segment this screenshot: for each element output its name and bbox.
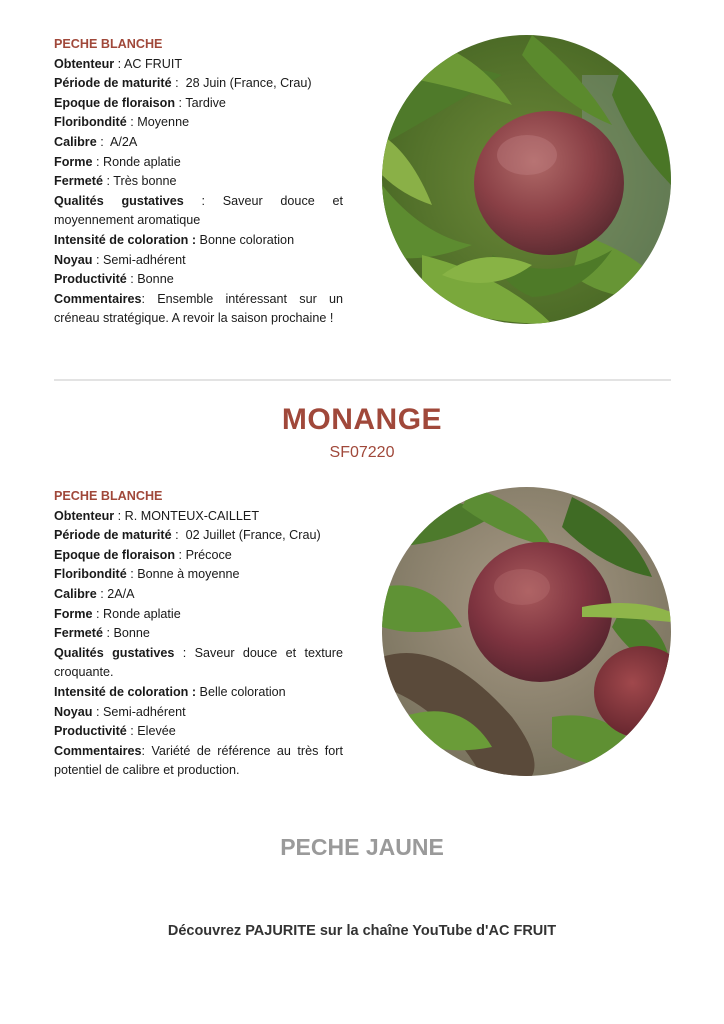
field-qualités-gustatives [54,644,343,683]
field-forme [54,153,343,173]
field-obtenteur [54,507,343,527]
field-noyau [54,251,343,271]
field-separator: : [114,56,124,71]
field-value: Moyenne [137,115,190,130]
field-value: Bonne [113,626,150,641]
field-commentaires [54,290,343,329]
field-label: Noyau [54,252,93,267]
field-label: Obtenteur [54,508,115,523]
field-label: Calibre [54,586,97,601]
field-separator: : [92,606,103,621]
field-value: Variété de référence au très fort potentiel de calibre et production. [54,743,343,778]
field-commentaires [54,742,343,781]
field-label: Période de maturité [54,528,172,543]
field-separator: : [103,174,114,189]
field-label: Intensité de coloration : [54,232,197,247]
field-epoque-de-floraison [54,546,343,566]
field-label: Intensité de coloration : [54,684,197,699]
field-label: Fermeté [54,626,103,641]
variety1-peach-photo [382,35,671,324]
variety1-fields [54,55,343,329]
field-separator: : [92,252,103,267]
field-separator: : [103,626,114,641]
field-separator: : [171,76,186,91]
field-label: Calibre [54,134,97,149]
field-separator: : [174,645,195,660]
field-floribondité [54,565,343,585]
field-label: Obtenteur [54,56,115,71]
field-calibre [54,133,343,153]
field-value: Précoce [185,547,232,562]
field-noyau [54,703,343,723]
field-value: R. MONTEUX-CAILLET [124,508,260,523]
field-label: Noyau [54,704,93,719]
field-value: 28 Juin (France, Crau) [185,76,312,91]
field-forme [54,605,343,625]
field-separator: : [126,724,138,739]
section-divider [54,379,671,381]
field-intensité-de-coloration [54,683,343,703]
peach-photo-illustration-2 [382,487,671,776]
field-label: Floribondité [54,567,127,582]
field-calibre [54,585,343,605]
field-separator: : [126,567,138,582]
variety2-name: MONANGE [281,403,443,436]
field-separator: : [141,291,158,306]
field-value: AC FRUIT [123,56,183,71]
field-période-de-maturité [54,526,343,546]
field-value: Belle coloration [199,684,286,699]
field-separator: : [96,134,111,149]
field-value: 02 Juillet (France, Crau) [185,528,321,543]
field-separator: : [183,193,223,208]
field-value: Tardive [185,95,226,110]
field-label: Epoque de floraison [54,547,176,562]
variety2-info [54,487,343,781]
field-floribondité [54,113,343,133]
field-separator: : [92,154,103,169]
field-value: Ronde aplatie [103,154,181,169]
variety1-category: PECHE BLANCHE [54,37,163,51]
field-label: Commentaires [54,743,142,758]
field-separator: : [92,704,103,719]
field-productivité [54,270,343,290]
variety2-category: PECHE BLANCHE [54,489,163,503]
youtube-footer-text: Découvrez PAJURITE sur la chaîne YouTube d'AC FRUIT [167,923,557,939]
field-value: Ensemble intéressant sur un créneau stratégique. A revoir la saison prochaine ! [54,291,344,326]
field-fermeté [54,624,343,644]
field-separator: : [175,547,186,562]
field-separator: : [126,115,138,130]
field-label: Forme [54,154,93,169]
section3-title: PECHE JAUNE [280,834,444,860]
field-label: Forme [54,606,93,621]
field-label: Epoque de floraison [54,95,176,110]
variety2-fields [54,507,343,781]
field-epoque-de-floraison [54,94,343,114]
field-label: Commentaires [54,291,142,306]
field-label: Floribondité [54,115,127,130]
field-productivité [54,722,343,742]
field-separator: : [126,272,138,287]
peach-photo-illustration-1 [382,35,671,324]
variety1-info [54,35,343,329]
field-value: Très bonne [113,174,177,189]
field-value: 2A/A [107,586,135,601]
field-value: Saveur douce et moyennement aromatique [54,193,344,228]
field-qualités-gustatives [54,192,343,231]
field-label: Période de maturité [54,76,172,91]
field-obtenteur [54,55,343,75]
field-separator: : [175,95,186,110]
field-separator: : [96,586,108,601]
field-fermeté [54,172,343,192]
field-value: Saveur douce et texture croquante. [54,645,344,680]
field-value: Bonne coloration [199,232,295,247]
field-value: Ronde aplatie [103,606,181,621]
field-separator: : [114,508,125,523]
field-label: Qualités gustatives [54,193,184,208]
field-value: A/2A [110,134,138,149]
field-value: Elevée [137,724,176,739]
variety2-peach-photo [382,487,671,776]
field-période-de-maturité [54,74,343,94]
field-label: Productivité [54,272,127,287]
field-value: Semi-adhérent [103,252,186,267]
field-label: Productivité [54,724,127,739]
field-label: Qualités gustatives [54,645,175,660]
field-separator: : [141,743,152,758]
field-value: Semi-adhérent [103,704,186,719]
variety2-code: SF07220 [329,444,395,461]
field-value: Bonne à moyenne [137,567,240,582]
field-label: Fermeté [54,174,103,189]
field-value: Bonne [137,272,174,287]
field-intensité-de-coloration [54,231,343,251]
field-separator: : [171,528,186,543]
